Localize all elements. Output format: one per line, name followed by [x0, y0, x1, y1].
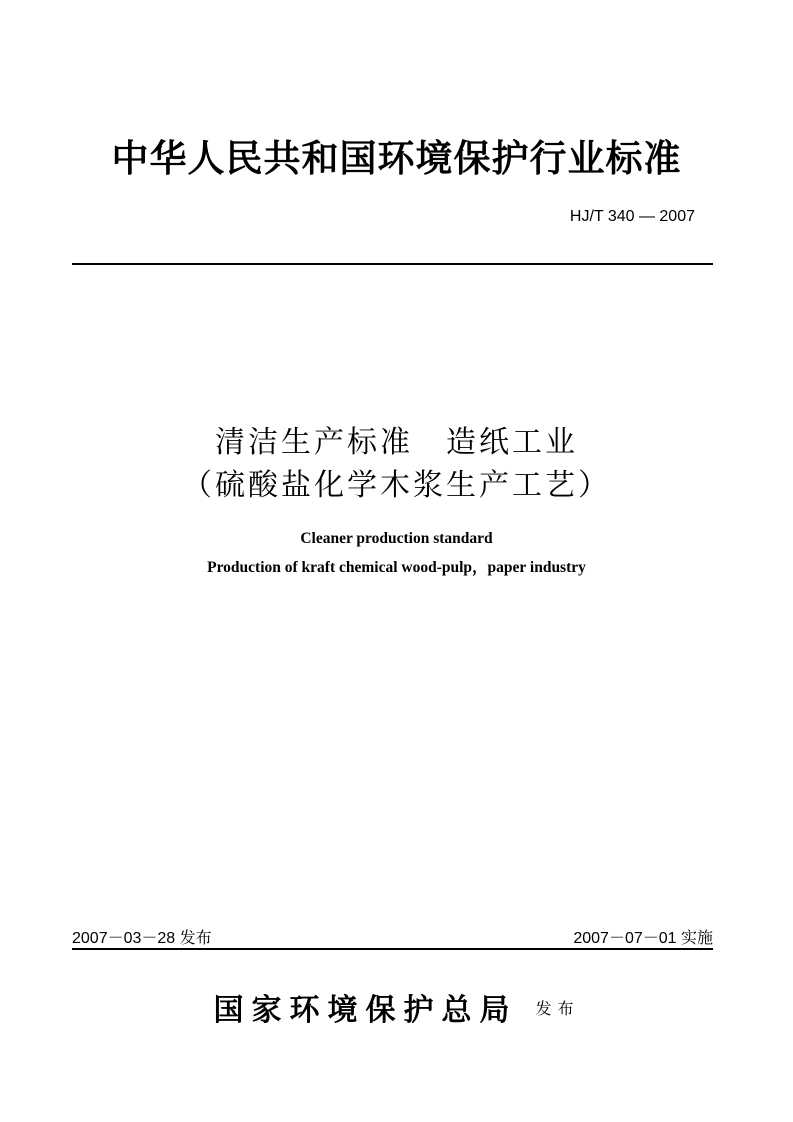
- issuer-row: [0, 985, 793, 1029]
- chinese-title-line-2: （硫酸盐化学木浆生产工艺）: [182, 468, 611, 503]
- english-title-line-2: Production of kraft chemical wood-pulp，paper industry: [207, 559, 586, 576]
- standard-number: HJ/T 340 — 2007: [569, 208, 695, 225]
- document-category-title: 中华人民共和国环境保护行业标准: [111, 136, 682, 180]
- issue-date: 2007－03－28 发布: [72, 930, 212, 947]
- issuing-authority: 国家环境保护总局: [213, 993, 518, 1028]
- bottom-divider: [72, 948, 713, 950]
- issue-label: 发布: [535, 998, 580, 1018]
- top-divider: [72, 263, 713, 265]
- effective-date: 2007－07－01 实施: [573, 930, 713, 947]
- chinese-title-line-1: 清洁生产标准 造纸工业: [215, 425, 578, 460]
- english-title-line-1: Cleaner production standard: [300, 530, 493, 547]
